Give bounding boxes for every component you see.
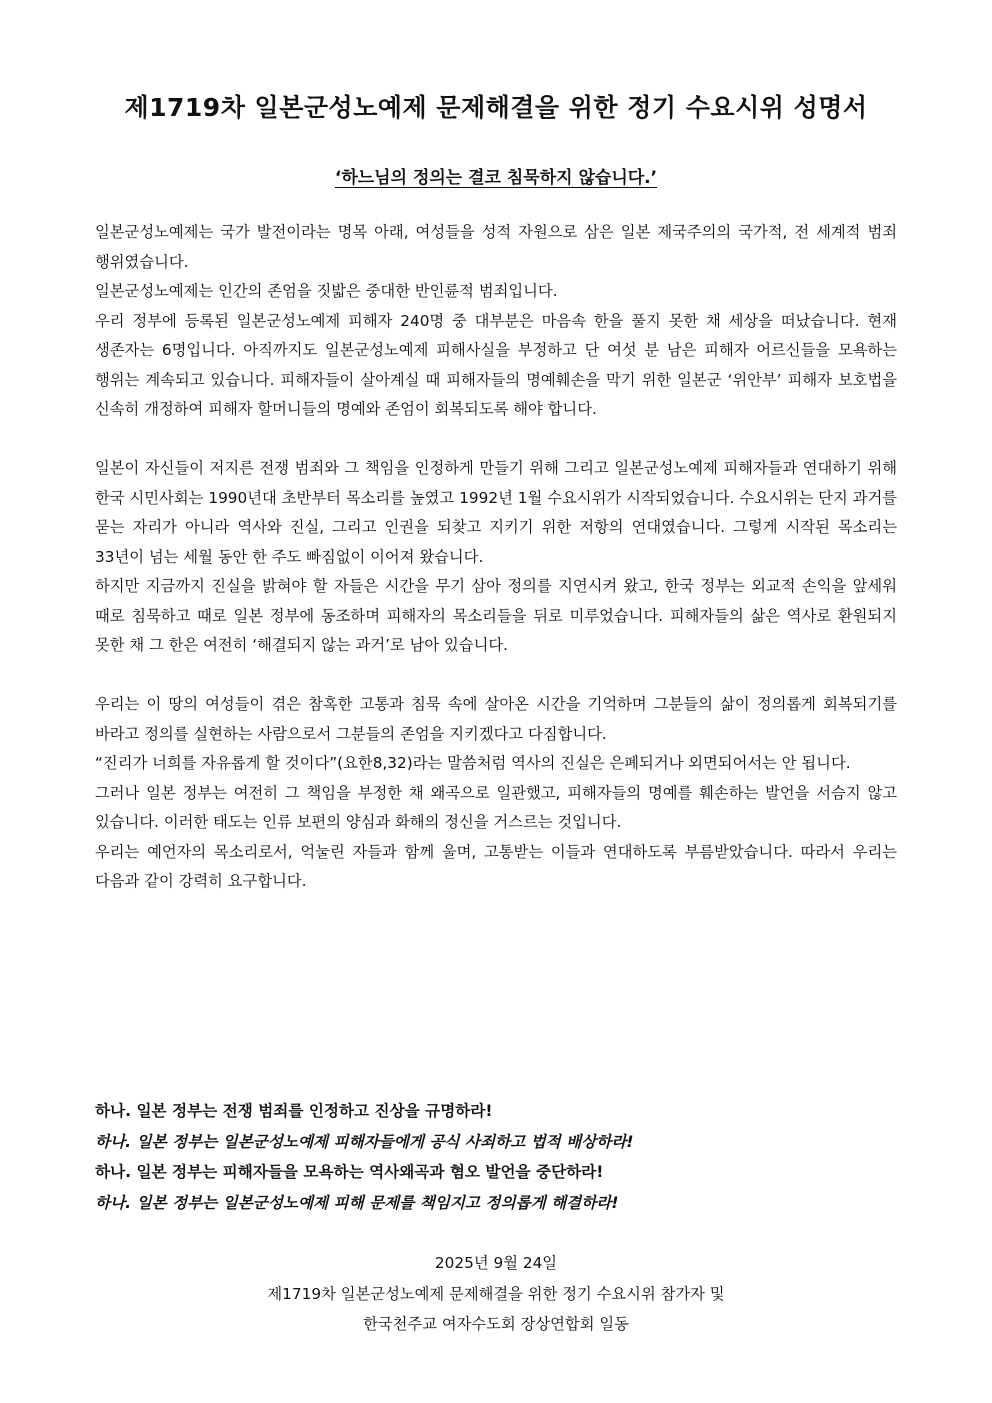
subtitle-text: ‘하느님의 정의는 결코 침묵하지 않습니다.’: [334, 168, 658, 188]
signature-block: [0, 1248, 992, 1340]
paragraph: 우리는 이 땅의 여성들이 겪은 참혹한 고통과 침묵 속에 살아온 시간을 기억하며 그분들의 삶이 정의롭게 회복되기를 바라고 정의를 실현하는 사람으로서 그분들의 존엄을 지키겠다고 다짐합니다.: [95, 695, 897, 743]
paragraph: 그러나 일본 정부는 여전히 그 책임을 부정한 채 왜곡으로 일관했고, 피해자들의 명예를 훼손하는 발언을 서슴지 않고 있습니다. 이러한 태도는 인류 보편의 양심과 화해의 정신을 거스르는 것입니다.: [95, 783, 897, 831]
paragraph: “진리가 너희를 자유롭게 할 것이다”(요한8,32)라는 말씀처럼 역사의 진실은 은폐되거나 외면되어서는 안 됩니다.: [95, 754, 851, 772]
demand-item: 하나. 일본 정부는 피해자들을 모욕하는 역사왜곡과 혐오 발언을 중단하라!: [95, 1163, 604, 1181]
paragraph: 일본이 자신들이 저지른 전쟁 범죄와 그 책임을 인정하게 만들기 위해 그리고 일본군성노예제 피해자들과 연대하기 위해 한국 시민사회는 1990년대 초반부터 목소리를 높였고 1992년 1월 수요시위가 시작되었습니다. 수요시위는 단지 과거를 묻는 자리가 아니라 역사와 진실, 그리고 인권을 되찾고 지키기 위한 저항의 연대였습니다. 그렇게 시작된 목소리는 33년이 넘는 세월 동안 한 주도 빠짐없이 이어져 왔습니다.: [95, 459, 897, 566]
demands-list: [95, 1096, 897, 1218]
paragraph: 일본군성노예제는 인간의 존엄을 짓밟은 중대한 반인륜적 범죄입니다.: [95, 282, 558, 300]
signatory-line: 제1719차 일본군성노예제 문제해결을 위한 정기 수요시위 참가자 및: [267, 1284, 725, 1303]
signatory-line: 한국천주교 여자수도회 장상연합회 일동: [363, 1315, 629, 1333]
paragraph: 우리 정부에 등록된 일본군성노예제 피해자 240명 중 대부분은 마음속 한을 풀지 못한 채 세상을 떠났습니다. 현재 생존자는 6명입니다. 아직까지도 일본군성노예제 피해사실을 부정하고 단 여섯 분 남은 피해자 어르신들을 모욕하는 행위는 계속되고 있습니다. 피해자들이 살아계실 때 피해자들의 명예훼손을 막기 위한 일본군 ‘위안부’ 피해자 보호법을 신속히 개정하여 피해자 할머니들의 명예와 존엄이 회복되도록 해야 합니다.: [95, 311, 897, 418]
statement-body: [95, 218, 897, 897]
paragraph-gap: [95, 661, 897, 691]
paragraph: 하지만 지금까지 진실을 밝혀야 할 자들은 시간을 무기 삼아 정의를 지연시켜 왔고, 한국 정부는 외교적 손익을 앞세워 때로 침묵하고 때로 일본 정부에 동조하며 피해자의 목소리들을 뒤로 미루었습니다. 피해자들의 삶은 역사로 환원되지 못한 채 그 한은 여전히 ‘해결되지 않는 과거’로 남아 있습니다.: [95, 577, 897, 654]
document-title: 제1719차 일본군성노예제 문제해결을 위한 정기 수요시위 성명서: [124, 93, 868, 122]
statement-date: 2025년 9월 24일: [434, 1254, 558, 1272]
paragraph: 일본군성노예제는 국가 발전이라는 명목 아래, 여성들을 성적 자원으로 삼은 일본 제국주의의 국가적, 전 세계적 범죄 행위였습니다.: [95, 223, 897, 271]
paragraph-gap: [95, 425, 897, 455]
demand-item: 하나. 일본 정부는 전쟁 범죄를 인정하고 진상을 규명하라!: [95, 1102, 493, 1120]
paragraph: 우리는 예언자의 목소리로서, 억눌린 자들과 함께 울며, 고통받는 이들과 연대하도록 부름받았습니다. 따라서 우리는 다음과 같이 강력히 요구합니다.: [95, 842, 897, 890]
demand-item: 하나. 일본 정부는 일본군성노예제 피해 문제를 책임지고 정의롭게 해결하라!: [95, 1193, 619, 1212]
demand-item: 하나. 일본 정부는 일본군성노예제 피해자들에게 공식 사죄하고 법적 배상하라!: [95, 1132, 634, 1151]
document-subtitle: [0, 163, 992, 188]
